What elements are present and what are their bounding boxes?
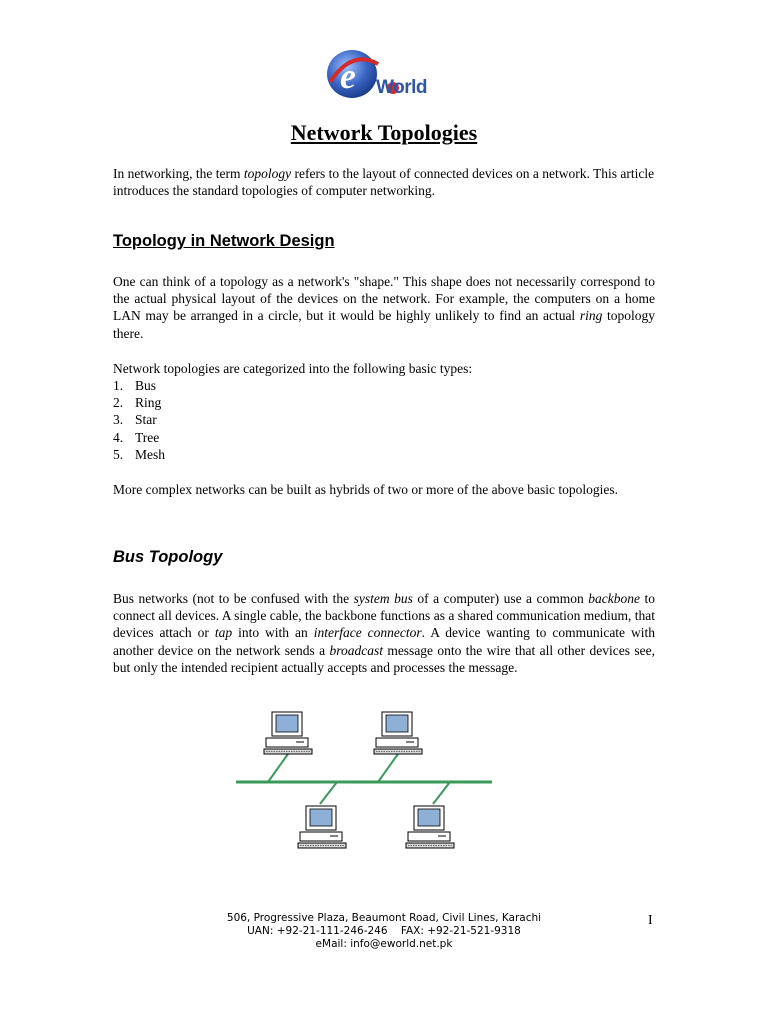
computer-icon (298, 806, 346, 848)
bus-topology-diagram (230, 702, 500, 862)
logo-wordmark: World (376, 77, 427, 98)
list-item: 1. Bus (113, 378, 157, 393)
list-item: 5. Mesh (113, 446, 165, 462)
computer-icon (406, 806, 454, 848)
tap-line (378, 754, 398, 782)
section-heading-topology-design: Topology in Network Design (113, 232, 335, 250)
section-heading-bus-topology: Bus Topology (113, 548, 223, 566)
footer-phones: UAN: +92-21-111-246-246 FAX: +92-21-521-9318 (247, 925, 521, 937)
tap-line (268, 754, 288, 782)
computer-icon (264, 712, 312, 754)
footer-email: eMail: info@eworld.net.pk (315, 938, 453, 950)
computer-icon (374, 712, 422, 754)
page-title: Network Topologies (290, 120, 478, 145)
topology-shape-paragraph: One can think of a topology as a network's "shape." This shape does not necessarily correspond to the actual physical layout of the devices on the network. For example, the computers on a home LAN may be arranged in a circle, but it would be highly unlikely to find an actual ring topology there. (113, 274, 655, 341)
term-ring: ring (579, 308, 603, 324)
bus-topology-paragraph: Bus networks (not to be confused with the system bus of a computer) use a common backbone to connect all devices. A single cable, the backbone functions as a shared communication medium, that devices attach or tap into with an interface connector. A device wanting to communicate with another device on the network sends a broadcast message onto the wire that all other devices see, but only the intended recipient actually accepts and processes the message. (113, 591, 656, 675)
page-number: I (648, 913, 653, 928)
tap-line (433, 782, 450, 804)
list-item: 4. Tree (113, 429, 160, 445)
list-item: 3. Star (113, 412, 157, 428)
hybrid-paragraph: More complex networks can be built as hybrids of two or more of the above basic topologies. (113, 482, 619, 497)
list-item: 2. Ring (113, 395, 162, 411)
topology-type-list (113, 377, 165, 463)
tap-line (320, 782, 337, 804)
intro-paragraph: In networking, the term topology refers to the layout of connected devices on a network. This article introduces the standard topologies of computer networking. (113, 166, 655, 199)
svg-text:e: e (340, 56, 356, 96)
term-topology: topology (243, 166, 292, 181)
list-intro: Network topologies are categorized into the following basic types: (113, 361, 473, 376)
footer-address: 506, Progressive Plaza, Beaumont Road, Civil Lines, Karachi (226, 912, 542, 924)
